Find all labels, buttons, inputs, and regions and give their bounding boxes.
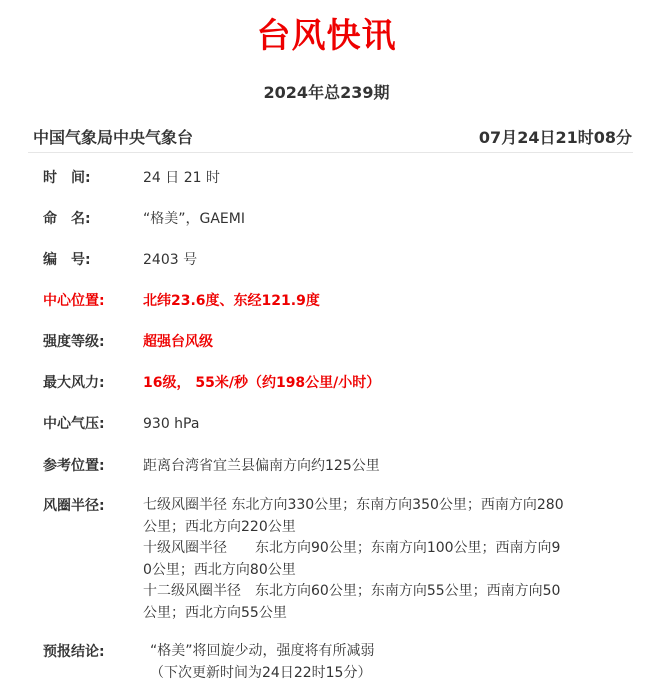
- issue-datetime: 07月24日21时08分: [478, 128, 632, 147]
- bulletin-title: 台风快讯: [256, 16, 397, 56]
- forecast-note: （下次更新时间为24日22时15分）: [150, 665, 372, 681]
- field-value: “格美”，GAEMI: [143, 211, 245, 227]
- header-divider: [28, 152, 633, 153]
- radius-line: 十二级风圈半径 东北方向60公里；东南方向55公里；西南方向50: [143, 583, 561, 599]
- field-value: 16级， 55米/秒（约198公里/小时）: [143, 375, 381, 391]
- field-label: 命 名:: [43, 211, 91, 227]
- field-label: 中心位置:: [43, 293, 105, 309]
- radius-line: 公里；西北方向220公里: [143, 518, 296, 535]
- forecast-line: “格美”将回旋少动，强度将有所减弱: [150, 643, 375, 659]
- field-label: 最大风力:: [43, 375, 105, 391]
- field-value: 930 hPa: [143, 416, 200, 432]
- field-label: 强度等级:: [43, 334, 105, 350]
- radius-line: 七级风圈半径 东北方向330公里；东南方向350公里；西南方向280: [143, 497, 564, 513]
- field-value: 距离台湾省宜兰县偏南方向约125公里: [143, 458, 380, 474]
- issue-number: 2024年总239期: [263, 83, 390, 102]
- field-value: 24 日 21 时: [143, 170, 220, 186]
- issuing-agency: 中国气象局中央气象台: [33, 128, 194, 147]
- field-value: 北纬23.6度、东经121.9度: [143, 293, 320, 309]
- field-label: 编 号:: [43, 252, 91, 268]
- field-value: 2403 号: [143, 252, 198, 268]
- field-label: 时 间:: [43, 170, 91, 186]
- radius-line: 公里；西北方向55公里: [143, 604, 287, 621]
- radius-line: 十级风圈半径 东北方向90公里；东南方向100公里；西南方向9: [143, 540, 561, 556]
- field-label: 参考位置:: [43, 458, 105, 474]
- field-label: 风圈半径:: [43, 498, 105, 514]
- field-label: 中心气压:: [43, 416, 105, 432]
- field-label: 预报结论:: [43, 644, 105, 660]
- radius-line: 0公里；西北方向80公里: [143, 561, 296, 578]
- radius-block: [143, 495, 633, 624]
- field-value: 超强台风级: [143, 334, 213, 350]
